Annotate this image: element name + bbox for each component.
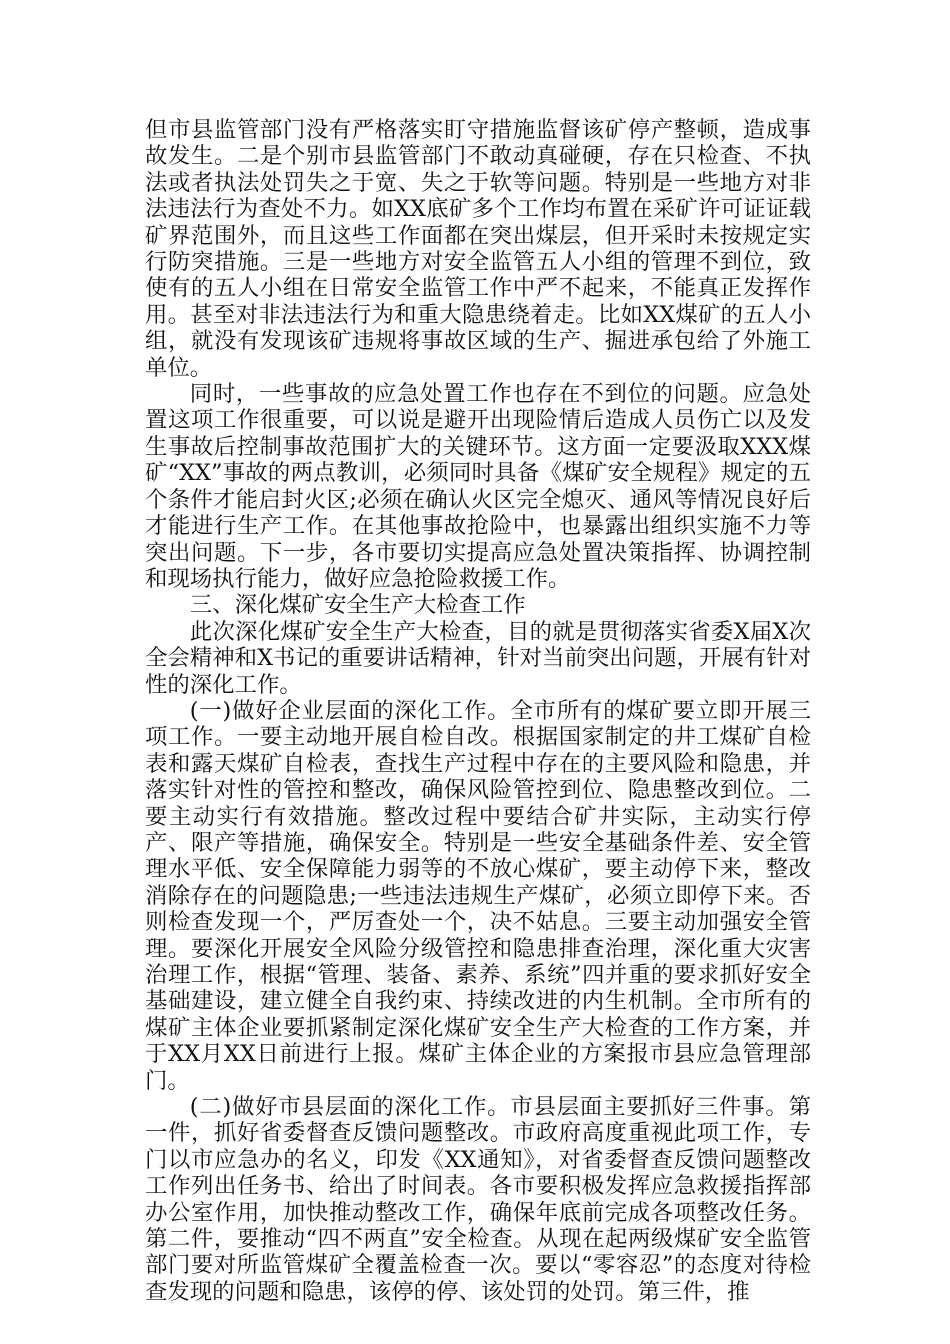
- paragraph-inspection-purpose: 此次深化煤矿安全生产大检查，目的就是贯彻落实省委X届X次全会精神和X书记的重要讲话精神，针对当前突出问题，开展有针对性的深化工作。: [145, 618, 811, 698]
- paragraph-enterprise-level: (一)做好企业层面的深化工作。全市所有的煤矿要立即开展三项工作。一要主动地开展自检自改。根据国家制定的井工煤矿自检表和露天煤矿自检表，查找生产过程中存在的主要风险和隐患，并落实针对性的管控和整改，确保风险管控到位、隐患整改到位。二要主动实行有效措施。整改过程中要结合矿井实际，主动实行停产、限产等措施，确保安全。特别是一些安全基础条件差、安全管理水平低、安全保障能力弱等的不放心煤矿，要主动停下来，整改消除存在的问题隐患;一些违法违规生产煤矿，必须立即停下来。否则检查发现一个，严厉查处一个，决不姑息。三要主动加强安全管理。要深化开展安全风险分级管控和隐患排查治理，深化重大灾害治理工作，根据“管理、装备、素养、系统”四并重的要求抓好安全基础建设，建立健全自我约束、持续改进的内生机制。全市所有的煤矿主体企业要抓紧制定深化煤矿安全生产大检查的工作方案，并于XX月XX日前进行上报。煤矿主体企业的方案报市县应急管理部门。: [145, 697, 811, 1094]
- paragraph-emergency-response: 同时，一些事故的应急处置工作也存在不到位的问题。应急处置这项工作很重要，可以说是避开出现险情后造成人员伤亡以及发生事故后控制事故范围扩大的关键环节。这方面一定要汲取XXX煤矿“XX”事故的两点教训，必须同时具备《煤矿安全规程》规定的五个条件才能启封火区;必须在确认火区完全熄灭、通风等情况良好后才能进行生产工作。在其他事故抢险中，也暴露出组织实施不力等突出问题。下一步，各市要切实提高应急处置决策指挥、协调控制和现场执行能力，做好应急抢险救援工作。: [145, 381, 811, 592]
- document-body: [145, 117, 811, 1305]
- section-heading-3: 三、深化煤矿安全生产大检查工作: [189, 592, 526, 619]
- paragraph-continuation: 但市县监管部门没有严格落实盯守措施监督该矿停产整顿，造成事故发生。二是个别市县监管部门不敢动真碰硬，存在只检查、不执法或者执法处罚失之于宽、失之于软等问题。特别是一些地方对非法违法行为查处不力。如XX底矿多个工作均布置在采矿许可证证载矿界范围外，而且这些工作面都在突出煤层，但开采时未按规定实行防突措施。三是一些地方对安全监管五人小组的管理不到位，致使有的五人小组在日常安全监管工作中严不起来，不能真正发挥作用。甚至对非法违法行为和重大隐患绕着走。比如XX煤矿的五人小组，就没有发现该矿违规将事故区域的生产、掘进承包给了外施工单位。: [145, 117, 811, 381]
- paragraph-city-county-level: (二)做好市县层面的深化工作。市县层面主要抓好三件事。第一件，抓好省委督查反馈问题整改。市政府高度重视此项工作，专门以市应急办的名义，印发《XX通知》，对省委督查反馈问题整改工作列出任务书、给出了时间表。各市要积极发挥应急救援指挥部办公室作用，加快推动整改工作，确保年底前完成各项整改任务。第二件，要推动“四不两直”安全检查。从现在起两级煤矿安全监管部门要对所监管煤矿全覆盖检查一次。要以“零容忍”的态度对待检查发现的问题和隐患，该停的停、该处罚的处罚。第三件，推: [145, 1094, 811, 1305]
